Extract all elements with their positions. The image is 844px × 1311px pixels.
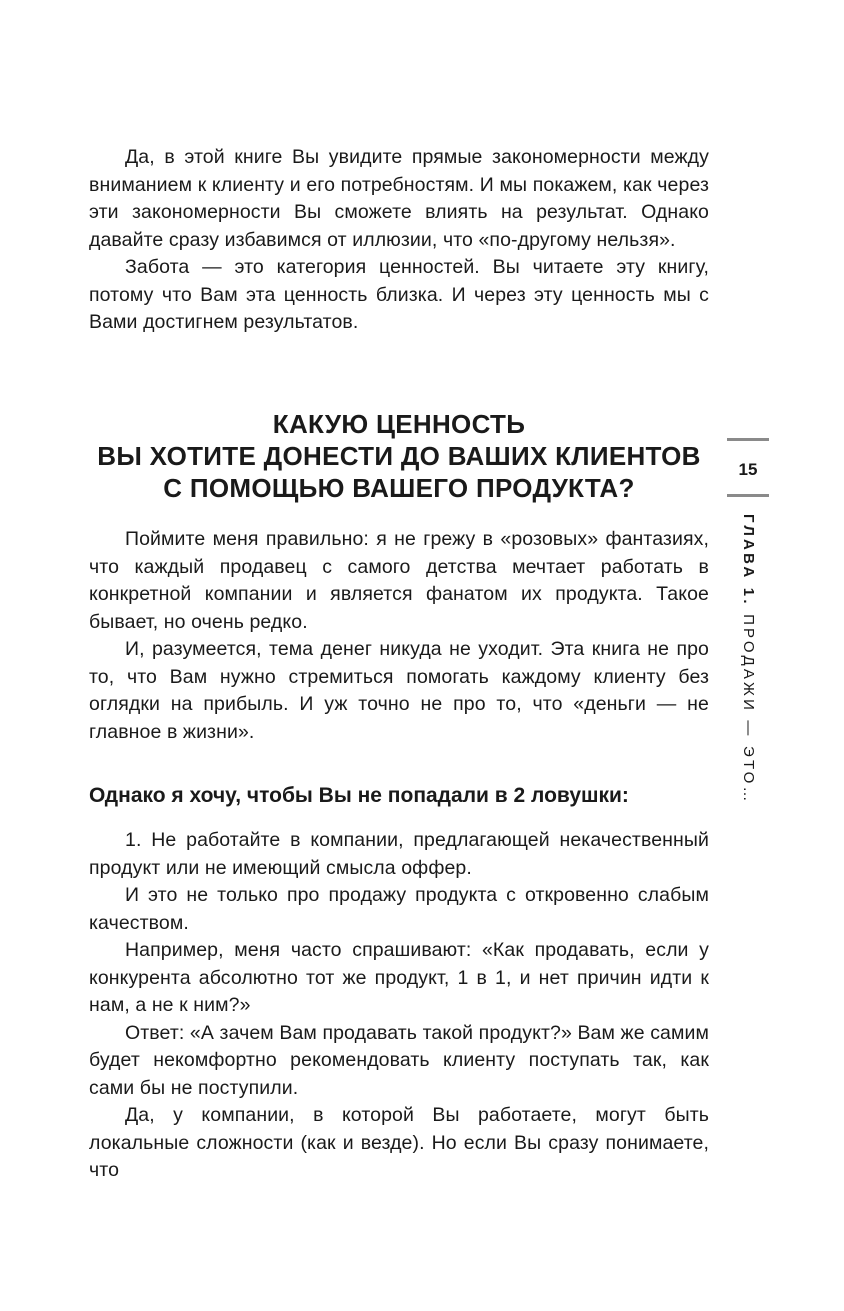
paragraph: 1. Не работайте в компании, предлагающей некачественный продукт или не имеющий смысла оффер. — [89, 829, 709, 879]
paragraph: Поймите меня правильно: я не грежу в «розовых» фантазиях, что каждый продавец с самого детства мечтает работать в конкретной компании и является фанатом их продукта. Такое бывает, но очень редко. — [89, 528, 709, 633]
running-head-title: ПРОДАЖИ — ЭТО… — [740, 614, 757, 805]
paragraph: Да, у компании, в которой Вы работаете, могут быть локальные сложности (как и везде). Но если Вы сразу понимаете, что — [89, 1104, 709, 1181]
intro-text — [89, 144, 709, 337]
paragraph: И, разумеется, тема денег никуда не уходит. Эта книга не про то, что Вам нужно стремиться помогать каждому клиенту без оглядки на прибыль. И уж точно не про то, что «деньги — не главное в жизни». — [89, 638, 709, 743]
traps-subheading: Однако я хочу, чтобы Вы не попадали в 2 ловушки: — [89, 784, 629, 807]
margin-rule-top — [727, 438, 769, 441]
running-head — [737, 514, 759, 805]
margin-rule-bottom — [727, 494, 769, 497]
section-heading — [89, 408, 709, 504]
section-heading-line: ВЫ ХОТИТЕ ДОНЕСТИ ДО ВАШИХ КЛИЕНТОВ — [97, 441, 701, 471]
section-heading-line: КАКУЮ ЦЕННОСТЬ — [272, 409, 526, 439]
paragraph: Да, в этой книге Вы увидите прямые закономерности между вниманием к клиенту и его потребностям. И мы покажем, как через эти закономерности Вы сможете влиять на результат. Однако давайте сразу избавимся от иллюзии, что «по-другому нельзя». — [89, 146, 709, 251]
paragraph: И это не только про продажу продукта с откровенно слабым качеством. — [89, 884, 709, 934]
traps-text — [89, 827, 709, 1185]
section-text — [89, 526, 709, 746]
paragraph: Ответ: «А зачем Вам продавать такой продукт?» Вам же самим будет некомфортно рекомендовать клиенту поступать так, как сами бы не поступили. — [89, 1021, 709, 1099]
paragraph: Например, меня часто спрашивают: «Как продавать, если у конкурента абсолютно тот же продукт, 1 в 1, и нет причин идти к нам, а не к ним?» — [89, 939, 709, 1016]
paragraph: Забота — это категория ценностей. Вы читаете эту книгу, потому что Вам эта ценность близка. И через эту ценность мы с Вами достигнем результатов. — [89, 256, 709, 333]
section-heading-line: С ПОМОЩЬЮ ВАШЕГО ПРОДУКТА? — [163, 473, 635, 503]
page-number: 15 — [738, 460, 758, 479]
running-head-chapter: ГЛАВА 1. — [740, 514, 757, 607]
